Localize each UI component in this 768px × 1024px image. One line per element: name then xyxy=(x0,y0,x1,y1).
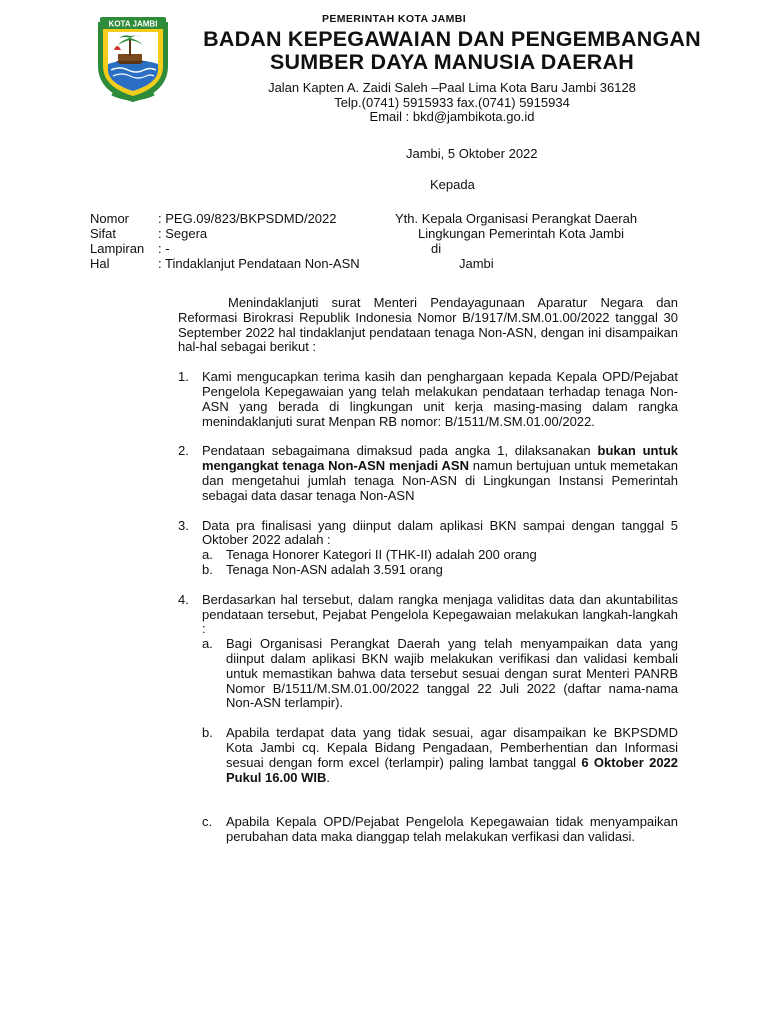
svg-text:KOTA JAMBI: KOTA JAMBI xyxy=(108,19,158,29)
emphasis-text: bukan untuk mengangkat tenaga Non-ASN menjadi ASN xyxy=(202,443,678,474)
recipient-line: Jambi xyxy=(459,256,494,271)
meta-value: : - xyxy=(158,241,170,256)
agency-title xyxy=(182,28,722,74)
point-list xyxy=(178,370,678,845)
item-text: Berdasarkan hal tersebut, dalam rangka menjaga validitas data dan akuntabilitas pendataan tersebut, Pejabat Pengelola Kepegawaian melakukan langkah-langkah : a. Bagi Organisasi Perangkat Daerah yang telah menyampaikan data yang diinput dalam aplikasi BKN wajib melakukan verifikasi dan validasi kembali untuk memastikan bahwa data tersebut sesuai dengan surat Menteri PANRB Nomor B/1511/M.SM.01.00/2022 tanggal 22 Juli 2022 (daftar nama-nama Non-ASN terlampir). b. Apabila terdapat data yang tidak sesuai, agar disampaikan ke BKPSDMD Kota Jambi cq. Kepala Bidang Pengadaan, Pemberhentian dan Informasi sesuai dengan form excel (terlampir) paling lambat tanggal 6 Oktober 2022 Pukul 16.00 WIB. c. Apabila Kepala OPD/Pejabat Pengelola Kepegawaian tidak menyampaikan perubahan data maka dianggap telah melakukan verfikasi dan validasi. xyxy=(202,591,679,845)
meta-row-sifat xyxy=(90,226,360,241)
meta-label: Nomor xyxy=(90,211,130,226)
letter-date: Jambi, 5 Oktober 2022 xyxy=(406,146,538,161)
email-line: Email : bkd@jambikota.go.id xyxy=(369,109,535,125)
meta-value: : Tindaklanjut Pendataan Non-ASN xyxy=(158,256,360,271)
meta-value: : PEG.09/823/BKPSDMD/2022 xyxy=(158,211,337,226)
meta-label: Sifat xyxy=(90,226,117,241)
recipient-line: Yth. Kepala Organisasi Perangkat Daerah xyxy=(395,211,638,226)
address-line: Jalan Kapten A. Zaidi Saleh –Paal Lima Kota Baru Jambi 36128 xyxy=(268,80,636,95)
sub-item: b. Apabila terdapat data yang tidak sesuai, agar disampaikan ke BKPSDMD Kota Jambi cq. Kepala Bidang Pengadaan, Pemberhentian dan Informasi sesuai dengan form excel (terlampir) paling lambat tanggal 6 Oktober 2022 Pukul 16.00 WIB. xyxy=(202,725,679,785)
agency-title-line1: BADAN KEPEGAWAIAN DAN PENGEMBANGAN xyxy=(203,27,701,51)
item-text: Pendataan sebagaimana dimaksud pada angka 1, dilaksanakan bukan untuk mengangkat tenaga Non-ASN menjadi ASN namun bertujuan untuk memetakan dan mengetahui jumlah tenaga Non-ASN di Lingkungan Instansi Pemerintah sebagai data dasar tenaga Non-ASN xyxy=(202,443,678,503)
item-number: 4. xyxy=(178,591,189,607)
meta-row-hal xyxy=(90,256,360,271)
letter-body xyxy=(178,296,678,845)
sub-item: b. Tenaga Non-ASN adalah 3.591 orang xyxy=(202,561,443,577)
government-label: PEMERINTAH KOTA JAMBI xyxy=(321,13,467,25)
item-text: Kami mengucapkan terima kasih dan penghargaan kepada Kepala OPD/Pejabat Pengelola Kepegawaian yang telah melakukan pendataan terhadap tenaga Non-ASN yang berada di lingkungan unit kerja masing-masing dalam rangka menindaklanjuti surat Menpan RB nomor: B/1511/M.SM.01.00/2022. xyxy=(202,369,678,429)
agency-title-line2: SUMBER DAYA MANUSIA DAERAH xyxy=(270,50,634,74)
list-item xyxy=(178,444,678,503)
meta-label: Lampiran xyxy=(90,241,145,256)
kota-jambi-emblem-icon xyxy=(92,14,174,104)
sub-item: a. Tenaga Honorer Kategori II (THK-II) adalah 200 orang xyxy=(202,547,537,563)
meta-value: : Segera xyxy=(158,226,208,241)
phone-line: Telp.(0741) 5915933 fax.(0741) 5915934 xyxy=(334,94,570,110)
list-item xyxy=(178,370,678,429)
list-item xyxy=(178,593,678,845)
recipient-line: di xyxy=(431,241,442,256)
intro-paragraph xyxy=(178,296,678,355)
sub-item: a. Bagi Organisasi Perangkat Daerah yang telah menyampaikan data yang diinput dalam aplikasi BKN wajib melakukan verifikasi dan validasi kembali untuk memastikan bahwa data tersebut sesuai dengan surat Menteri PANRB Nomor B/1511/M.SM.01.00/2022 tanggal 22 Juli 2022 (daftar nama-nama Non-ASN terlampir). xyxy=(202,636,678,711)
meta-row-nomor xyxy=(90,211,360,226)
list-item xyxy=(178,519,678,578)
recipient-block xyxy=(395,211,637,271)
sub-item: c. Apabila Kepala OPD/Pejabat Pengelola Kepegawaian tidak menyampaikan perubahan data maka dianggap telah melakukan verfikasi dan validasi. xyxy=(202,814,678,845)
item-number: 1. xyxy=(178,369,189,385)
letter-meta xyxy=(90,211,360,271)
meta-label: Hal xyxy=(90,256,110,271)
deadline-text: 6 Oktober 2022 Pukul 16.00 WIB xyxy=(226,754,679,785)
item-text: Data pra finalisasi yang diinput dalam aplikasi BKN sampai dengan tanggal 5 Oktober 2022 adalah : a. Tenaga Honorer Kategori II (THK-II) adalah 200 orang b. Tenaga Non-ASN adalah 3.591 orang xyxy=(202,517,678,577)
intro-text: Menindaklanjuti surat Menteri Pendayagunaan Aparatur Negara dan Reformasi Birokrasi Republik Indonesia Nomor B/1917/M.SM.01.00/2022 tanggal 30 September 2022 hal tindaklanjut pendataan tenaga Non-ASN, dengan ini disampaikan hal-hal sebagai berikut : xyxy=(178,295,678,355)
recipient-line: Lingkungan Pemerintah Kota Jambi xyxy=(418,226,624,241)
agency-address-block xyxy=(182,81,722,125)
item-number: 3. xyxy=(178,517,189,533)
item-number: 2. xyxy=(178,443,189,459)
meta-row-lampiran xyxy=(90,241,360,256)
kepada-label: Kepada xyxy=(430,177,475,192)
